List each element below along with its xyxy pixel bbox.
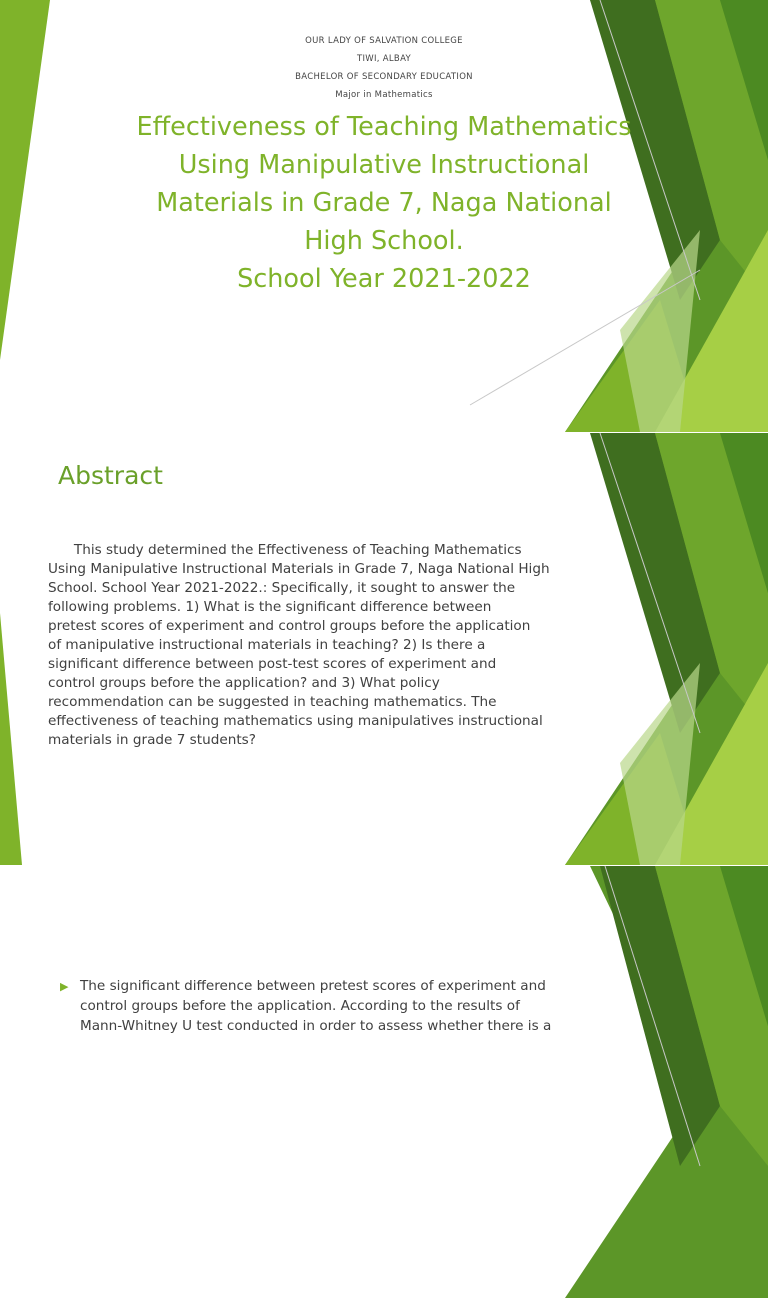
abstract-line: effectiveness of teaching mathematics using manipulatives instructional xyxy=(48,713,543,729)
title-line: School Year 2021-2022 xyxy=(237,264,531,294)
abstract-line: School. School Year 2021-2022.: Specifically, it sought to answer the xyxy=(48,580,516,596)
college-name: OUR LADY OF SALVATION COLLEGE xyxy=(305,36,463,46)
results-slide xyxy=(0,866,768,1034)
abstract-line: of manipulative instructional materials in teaching? 2) Is there a xyxy=(48,637,486,653)
abstract-body xyxy=(48,541,588,750)
abstract-line: following problems. 1) What is the significant difference between xyxy=(48,599,492,615)
title-line: Using Manipulative Instructional xyxy=(178,150,590,180)
bullet-line: Mann-Whitney U test conducted in order to assess whether there is a xyxy=(80,1018,552,1034)
degree-program: BACHELOR OF SECONDARY EDUCATION xyxy=(295,72,473,82)
abstract-line: This study determined the Effectiveness of Teaching Mathematics xyxy=(48,542,522,558)
title-line: Effectiveness of Teaching Mathematics xyxy=(136,112,632,142)
title-slide xyxy=(0,0,768,432)
title-line: High School. xyxy=(304,226,464,256)
slide3-green-decoration xyxy=(0,866,768,1298)
abstract-heading: Abstract xyxy=(58,461,163,490)
bullet-arrow-icon: ▶ xyxy=(60,980,69,993)
abstract-line: pretest scores of experiment and control groups before the application xyxy=(48,618,531,634)
abstract-line: significant difference between post-test scores of experiment and xyxy=(48,656,497,672)
abstract-line: materials in grade 7 students? xyxy=(48,732,256,748)
bullet-text xyxy=(80,976,600,1036)
abstract-line: recommendation can be suggested in teaching mathematics. The xyxy=(48,694,497,710)
presentation-title xyxy=(100,108,668,298)
abstract-slide xyxy=(0,433,768,865)
title-line: Materials in Grade 7, Naga National xyxy=(156,188,612,218)
major-field: Major in Mathematics xyxy=(335,90,433,100)
abstract-line: control groups before the application? and 3) What policy xyxy=(48,675,440,691)
bullet-line: control groups before the application. According to the results of xyxy=(80,998,520,1014)
abstract-line: Using Manipulative Instructional Materials in Grade 7, Naga National High xyxy=(48,561,550,577)
left-green-sliver xyxy=(0,613,22,865)
bullet-line: The significant difference between pretest scores of experiment and xyxy=(80,978,546,994)
college-location: TIWI, ALBAY xyxy=(356,54,412,64)
